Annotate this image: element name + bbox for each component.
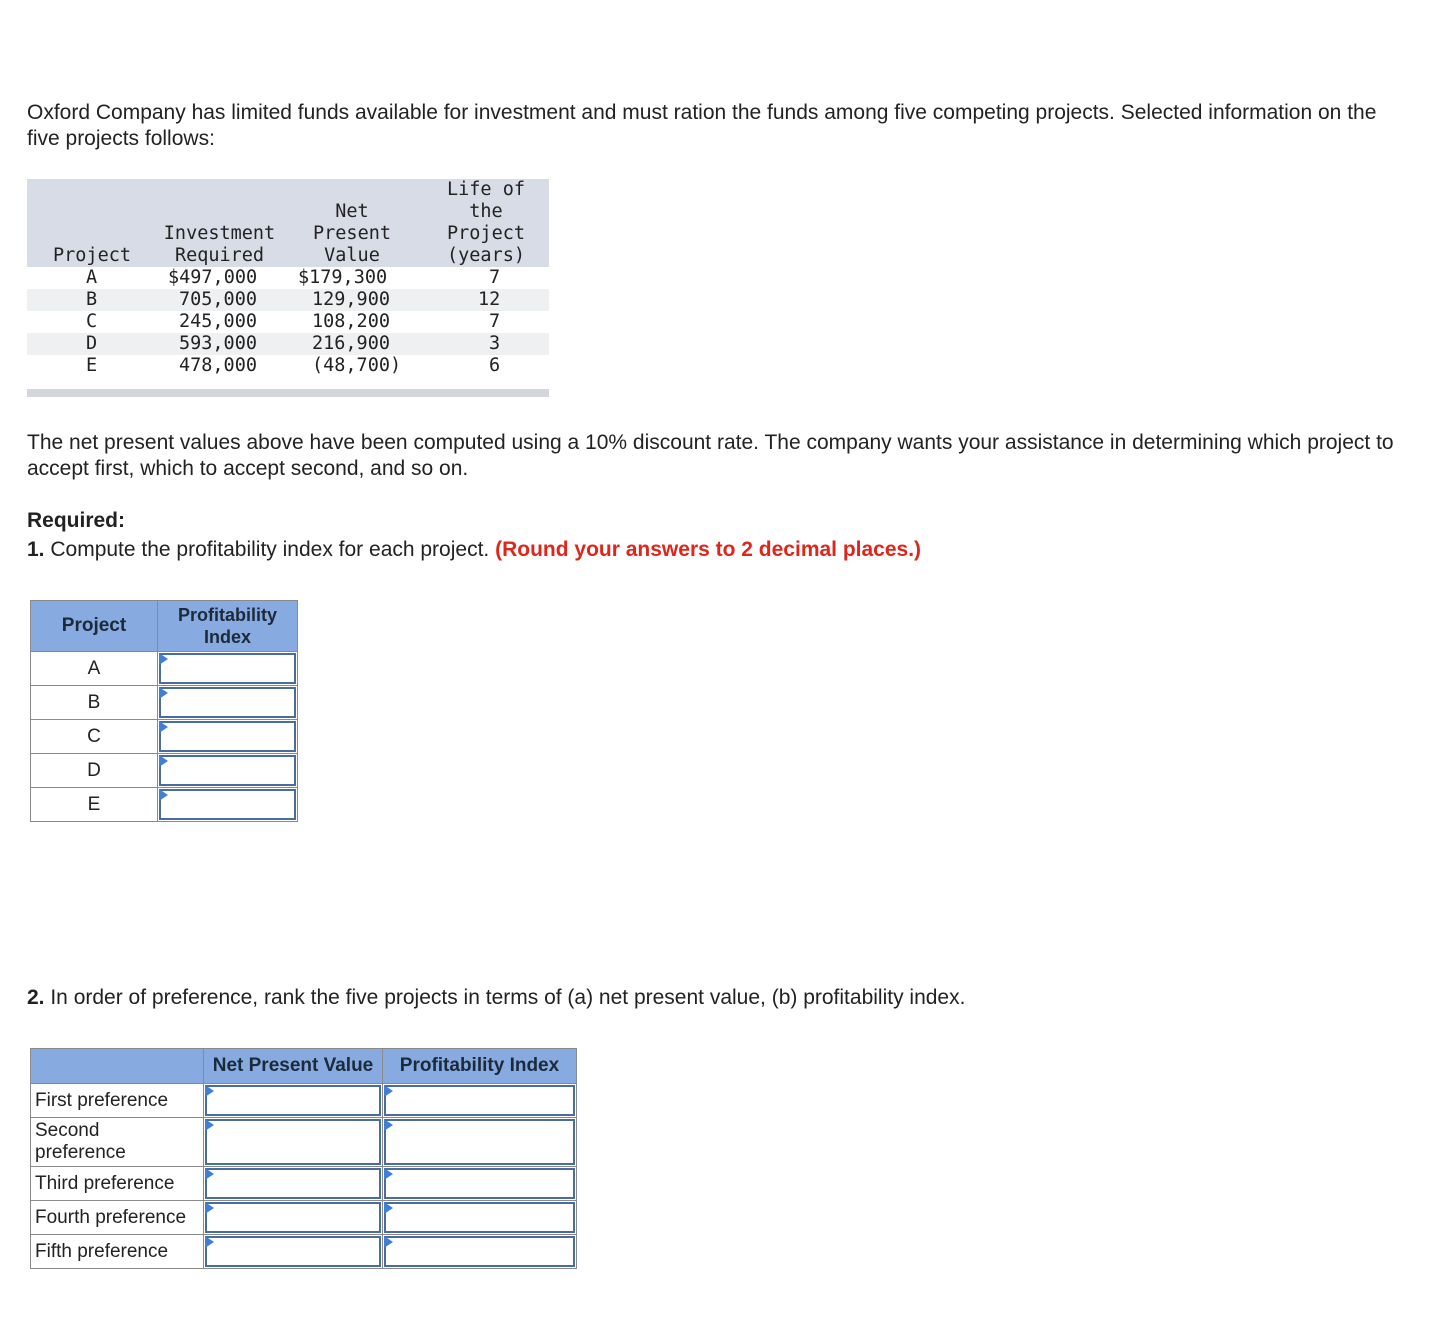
rank-row-label: Second preference	[31, 1118, 204, 1167]
rank-npv-input-1[interactable]	[205, 1085, 381, 1116]
dropdown-marker-icon	[205, 1202, 214, 1214]
cell-npv: 216,900	[312, 333, 390, 354]
rank-pi-input-3[interactable]	[384, 1168, 575, 1199]
header-life: Life of the Project (years)	[447, 179, 525, 266]
project-data-table	[27, 179, 549, 397]
rank-pi-cell	[383, 1167, 577, 1201]
dropdown-marker-icon	[384, 1168, 393, 1180]
table-row	[31, 1201, 577, 1235]
input-marker-icon	[159, 721, 168, 733]
table-row	[31, 1167, 577, 1201]
intro-text: Oxford Company has limited funds available for investment and must ration the funds among five competing projects. Selected information on the five projects follows:	[27, 101, 1377, 150]
input-marker-icon	[159, 789, 168, 801]
table-row	[31, 720, 298, 754]
rank-npv-cell	[204, 1235, 383, 1269]
table-row	[31, 788, 298, 822]
data-row	[27, 333, 549, 355]
profitability-index-table	[30, 600, 298, 822]
cell-npv: 129,900	[312, 289, 390, 310]
rank-pi-cell	[383, 1235, 577, 1269]
header-npv: Net Present Value	[313, 201, 391, 266]
cell-project: C	[86, 311, 98, 332]
dropdown-marker-icon	[384, 1085, 393, 1097]
requirement-1	[27, 537, 921, 563]
pi-input-cell	[158, 652, 298, 686]
cell-life: 7	[489, 311, 501, 332]
rank-row-label: First preference	[31, 1084, 204, 1118]
cell-life: 6	[489, 355, 501, 376]
dropdown-marker-icon	[205, 1236, 214, 1248]
header-investment: Investment Required	[163, 223, 276, 266]
dropdown-marker-icon	[205, 1168, 214, 1180]
requirement-1-text: Compute the profitability index for each project.	[44, 538, 496, 561]
rank-row-label: Third preference	[31, 1167, 204, 1201]
requirement-2-number: 2.	[27, 986, 45, 1009]
cell-project: D	[86, 333, 98, 354]
rank-pi-input-4[interactable]	[384, 1202, 575, 1233]
pi-project-label: B	[31, 686, 158, 720]
dropdown-marker-icon	[384, 1119, 393, 1131]
pi-input-c[interactable]	[159, 721, 296, 752]
pi-project-label: C	[31, 720, 158, 754]
dropdown-marker-icon	[384, 1202, 393, 1214]
rank-header-blank	[31, 1049, 204, 1084]
rank-row-label: Fourth preference	[31, 1201, 204, 1235]
cell-investment: 478,000	[179, 355, 257, 376]
cell-investment: $497,000	[168, 267, 258, 288]
cell-project: A	[86, 267, 98, 288]
rank-pi-cell	[383, 1118, 577, 1167]
cell-project: B	[86, 289, 98, 310]
table-row	[31, 652, 298, 686]
npv-note-text: The net present values above have been computed using a 10% discount rate. The company wants your assistance in determining which project to accept first, which to accept second, and so on.	[27, 431, 1394, 480]
pi-input-d[interactable]	[159, 755, 296, 786]
rank-npv-cell	[204, 1084, 383, 1118]
cell-project: E	[86, 355, 98, 376]
data-table-header	[27, 179, 549, 267]
rank-pi-cell	[383, 1201, 577, 1235]
rank-npv-cell	[204, 1118, 383, 1167]
header-project: Project	[53, 245, 131, 266]
rank-npv-input-2[interactable]	[205, 1119, 381, 1165]
cell-life: 7	[489, 267, 501, 288]
requirement-2	[27, 985, 965, 1011]
pi-input-a[interactable]	[159, 653, 296, 684]
pi-project-label: E	[31, 788, 158, 822]
pi-input-cell	[158, 754, 298, 788]
input-marker-icon	[159, 687, 168, 699]
rank-header-npv: Net Present Value	[204, 1049, 383, 1084]
input-marker-icon	[159, 755, 168, 767]
dropdown-marker-icon	[205, 1085, 214, 1097]
ranking-table	[30, 1048, 577, 1269]
rank-npv-cell	[204, 1167, 383, 1201]
dropdown-marker-icon	[384, 1236, 393, 1248]
pi-input-e[interactable]	[159, 789, 296, 820]
table-row	[31, 1235, 577, 1269]
rounding-note: (Round your answers to 2 decimal places.)	[495, 538, 922, 561]
data-row	[27, 267, 549, 289]
rank-npv-cell	[204, 1201, 383, 1235]
table-row	[31, 754, 298, 788]
rank-npv-input-5[interactable]	[205, 1236, 381, 1267]
rank-pi-input-1[interactable]	[384, 1085, 575, 1116]
rank-row-label: Fifth preference	[31, 1235, 204, 1269]
rank-npv-input-4[interactable]	[205, 1202, 381, 1233]
data-row	[27, 289, 549, 311]
cell-life: 3	[489, 333, 501, 354]
rank-pi-cell	[383, 1084, 577, 1118]
pi-input-cell	[158, 720, 298, 754]
pi-input-cell	[158, 686, 298, 720]
pi-input-cell	[158, 788, 298, 822]
input-marker-icon	[159, 653, 168, 665]
rank-pi-input-2[interactable]	[384, 1119, 575, 1165]
table-row	[31, 1118, 577, 1167]
requirement-2-text: In order of preference, rank the five projects in terms of (a) net present value, (b) profitability index.	[44, 986, 966, 1009]
cell-investment: 245,000	[179, 311, 257, 332]
cell-life: 12	[478, 289, 501, 310]
table-row	[31, 1084, 577, 1118]
required-section	[27, 508, 921, 563]
rank-pi-input-5[interactable]	[384, 1236, 575, 1267]
rank-npv-input-3[interactable]	[205, 1168, 381, 1199]
required-heading: Required:	[27, 509, 126, 532]
data-row	[27, 311, 549, 333]
pi-project-label: D	[31, 754, 158, 788]
pi-input-b[interactable]	[159, 687, 296, 718]
cell-investment: 593,000	[179, 333, 257, 354]
cell-npv: 108,200	[312, 311, 390, 332]
data-row	[27, 355, 549, 377]
pi-project-label: A	[31, 652, 158, 686]
requirement-1-number: 1.	[27, 538, 45, 561]
pi-header-index: Profitability Index	[158, 601, 298, 652]
rank-header-pi: Profitability Index	[383, 1049, 577, 1084]
cell-npv: $179,300	[298, 267, 388, 288]
table-row	[31, 686, 298, 720]
pi-header-project: Project	[31, 601, 158, 652]
cell-npv: (48,700)	[312, 355, 402, 376]
dropdown-marker-icon	[205, 1119, 214, 1131]
data-table-footer-bar	[27, 389, 549, 397]
cell-investment: 705,000	[179, 289, 257, 310]
